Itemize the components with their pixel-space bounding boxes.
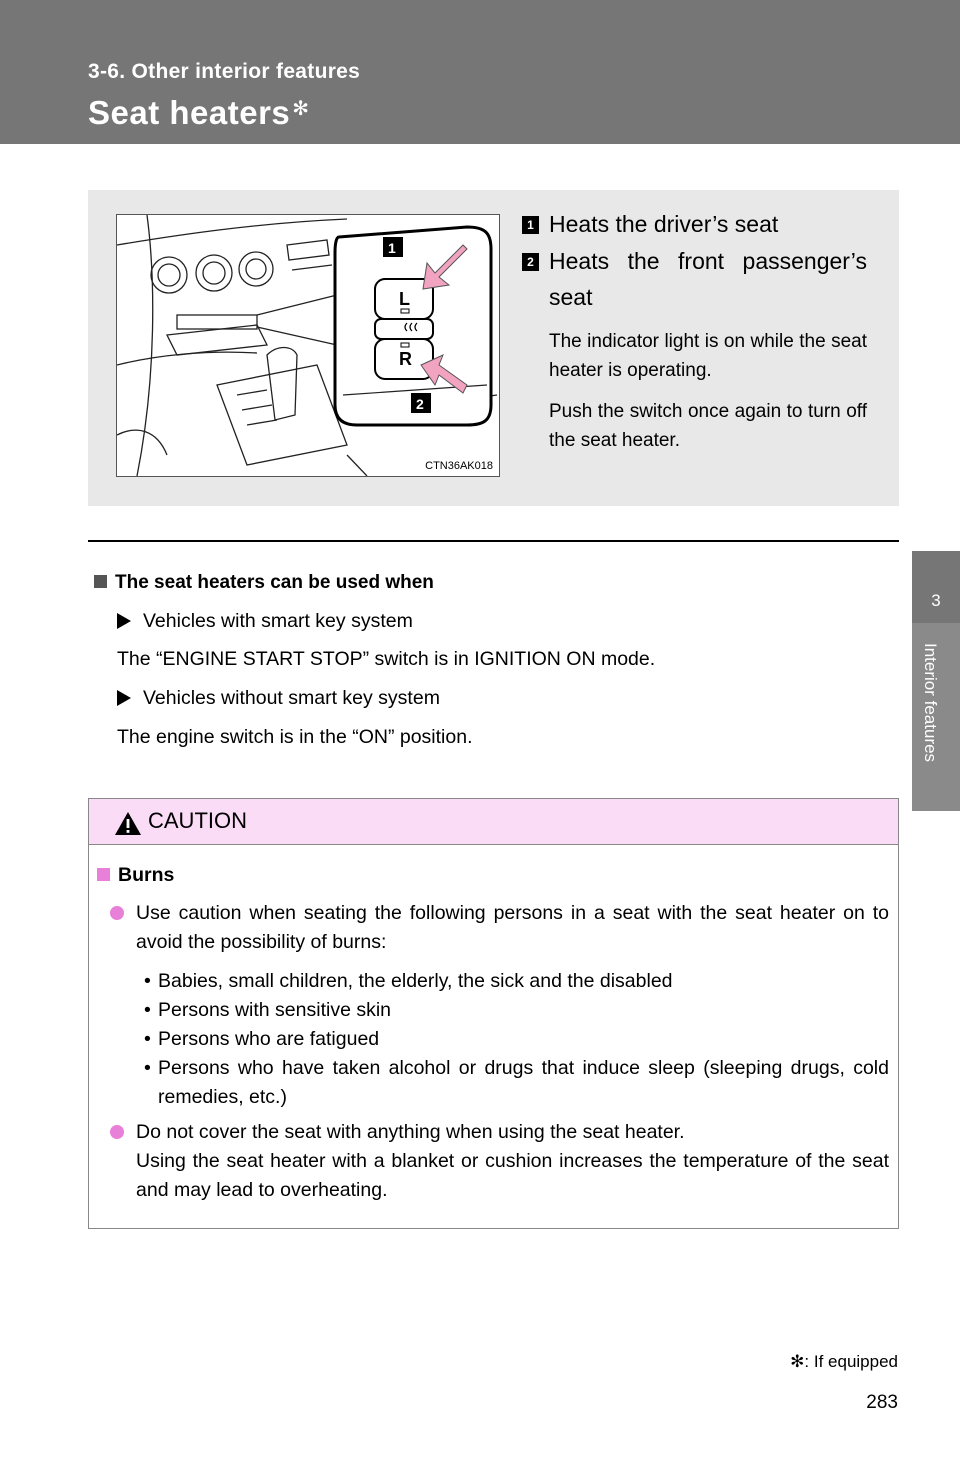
- legend-badge-2: 2: [522, 253, 539, 271]
- legend-badge-1: 1: [522, 216, 539, 234]
- chapter-name: Interior features: [921, 643, 940, 763]
- pink-square-icon: [97, 868, 110, 881]
- list-item: • Persons who are fatigued: [144, 1025, 889, 1054]
- asterisk-mark: ✻: [292, 98, 310, 120]
- dashboard-drawing: [117, 215, 499, 476]
- triangle-arrow-icon: [117, 690, 131, 706]
- list-item: • Persons who have taken alcohol or drugs that induce sleep (sleeping drugs, cold remedies, etc.): [144, 1054, 889, 1112]
- caution-title: CAUTION: [148, 808, 247, 833]
- callout-2: 2: [416, 396, 424, 412]
- list-item: • Persons with sensitive skin: [144, 996, 889, 1025]
- no-smart-key-label: Vehicles without smart key system: [117, 687, 440, 710]
- chapter-number: 3: [912, 551, 960, 623]
- page-title-text: Seat heaters: [88, 94, 291, 131]
- page-number: 283: [866, 1392, 898, 1413]
- chapter-tab[interactable]: [912, 551, 960, 811]
- page-title: [88, 94, 310, 132]
- callout-1: 1: [388, 240, 396, 256]
- seat-heater-illustration: [116, 214, 500, 477]
- square-bullet-icon: [94, 575, 107, 588]
- caution-list: [144, 967, 889, 1112]
- caution-point-2: [136, 1118, 889, 1205]
- usage-heading: The seat heaters can be used when: [94, 572, 434, 594]
- legend-text-2: Heats the front passenger’s seat: [549, 248, 867, 310]
- caution-point-2-line-1: Do not cover the seat with anything when using the seat heater.: [136, 1121, 685, 1143]
- legend-text-1: Heats the driver’s seat: [549, 211, 779, 237]
- illustration-code: CTN36AK018: [425, 460, 493, 472]
- caution-point-1: Use caution when seating the following persons in a seat with the seat heater on to avoid the possibility of burns:: [136, 902, 889, 953]
- footnote: ✻: If equipped: [790, 1352, 898, 1371]
- triangle-arrow-icon: [117, 613, 131, 629]
- no-smart-key-text: The engine switch is in the “ON” position.: [117, 726, 473, 748]
- list-item: • Babies, small children, the elderly, the sick and the disabled: [144, 967, 889, 996]
- pink-dot-icon: [110, 1125, 124, 1139]
- note-indicator: The indicator light is on while the seat heater is operating.: [549, 331, 867, 381]
- switch-letter-r: R: [399, 349, 412, 369]
- pink-dot-icon: [110, 906, 124, 920]
- caution-subheading: Burns: [97, 864, 174, 887]
- smart-key-text: The “ENGINE START STOP” switch is in IGNITION ON mode.: [117, 648, 656, 670]
- switch-letter-l: L: [399, 289, 410, 309]
- caution-point-2-line-2: Using the seat heater with a blanket or cushion increases the temperature of the seat and may lead to overheating.: [136, 1150, 889, 1201]
- smart-key-label: Vehicles with smart key system: [117, 610, 413, 633]
- note-turn-off: Push the switch once again to turn off the seat heater.: [549, 401, 867, 451]
- section-label: 3-6. Other interior features: [88, 60, 361, 83]
- divider: [88, 540, 899, 542]
- warning-triangle-icon: [114, 811, 142, 836]
